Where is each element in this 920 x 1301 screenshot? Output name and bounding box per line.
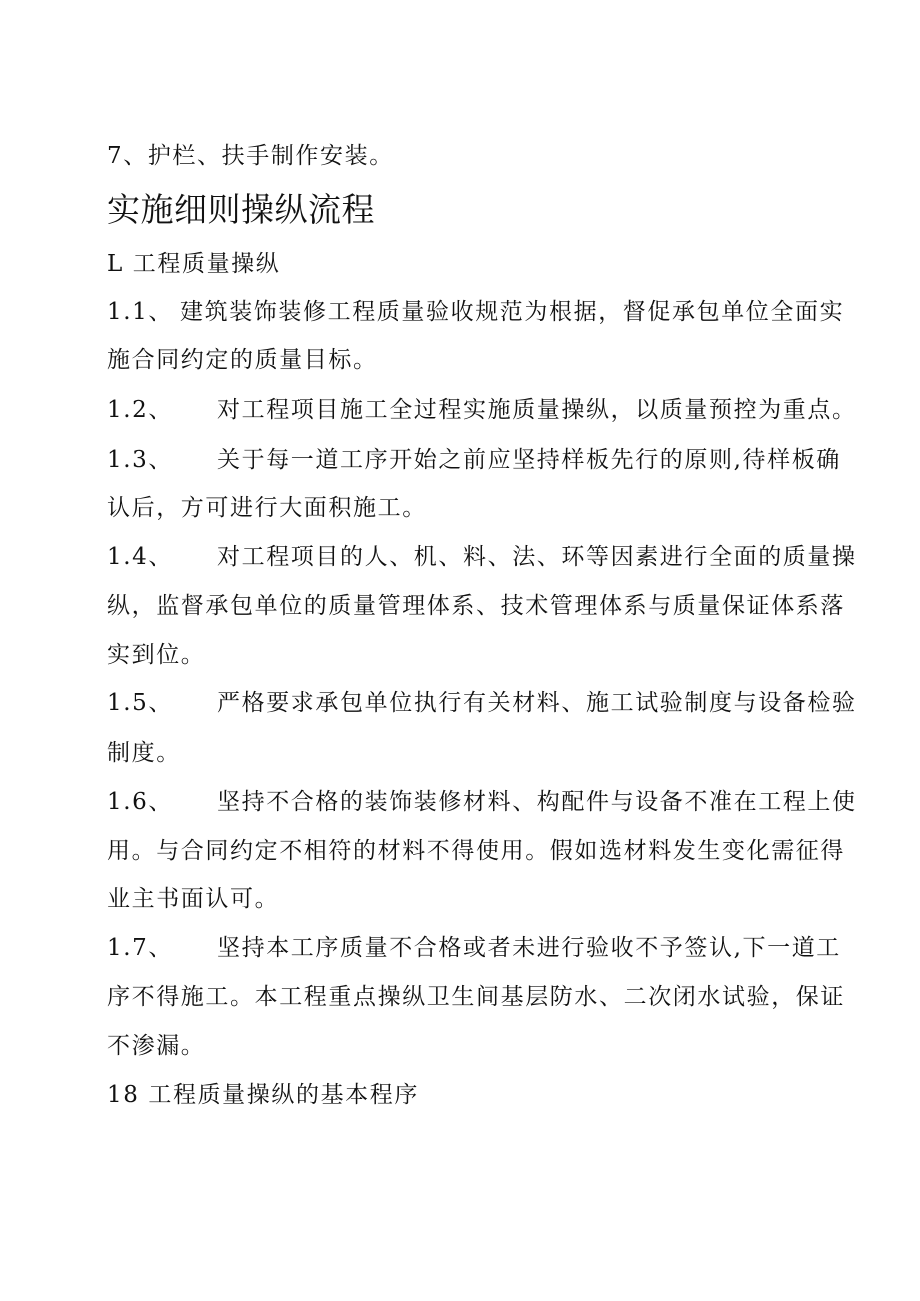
clause-1-4-line-2: 纵，监督承包单位的质量管理体系、技术管理体系与质量保证体系落 — [107, 593, 845, 619]
clause-1-7-line-3: 不渗漏。 — [107, 1033, 206, 1059]
section-18-title: 18 工程质量操纵的基本程序 — [107, 1082, 419, 1108]
clause-number: 1.1、 — [107, 299, 173, 325]
clause-text: 关于每一道工序开始之前应坚持样板先行的原则,待样板确 — [217, 447, 841, 473]
section-heading: 实施细则操纵流程 — [107, 190, 375, 229]
clause-number: 1.2、 — [107, 397, 173, 423]
clause-1-5-line-1 — [107, 688, 857, 718]
clause-1-4-line-3: 实到位。 — [107, 642, 206, 668]
clause-1-6-line-1 — [107, 787, 857, 817]
clause-text: 对工程项目施工全过程实施质量操纵，以质量预控为重点。 — [217, 397, 857, 423]
clause-text: 严格要求承包单位执行有关材料、施工试验制度与设备检验 — [217, 690, 857, 716]
clause-number: 1.3、 — [107, 447, 173, 473]
clause-1-2-line-1 — [107, 395, 857, 425]
clause-1-5-line-2: 制度。 — [107, 740, 181, 766]
clause-number: 1.6、 — [107, 789, 173, 815]
clause-1-7-line-2: 序不得施工。本工程重点操纵卫生间基层防水、二次闭水试验，保证 — [107, 984, 845, 1010]
clause-text: 坚持本工序质量不合格或者未进行验收不予签认,下一道工 — [217, 935, 841, 961]
clause-number: 1.7、 — [107, 935, 173, 961]
item-7-line: 7、护栏、扶手制作安装。 — [107, 143, 394, 169]
clause-1-1-line-2: 施合同约定的质量目标。 — [107, 347, 378, 373]
clause-text: 建筑装饰装修工程质量验收规范为根据，督促承包单位全面实 — [180, 299, 845, 325]
clause-1-6-line-3: 业主书面认可。 — [107, 886, 280, 912]
clause-1-3-line-2: 认后，方可进行大面积施工。 — [107, 495, 427, 521]
clause-1-1-line-1 — [107, 297, 844, 327]
section-l-title: L 工程质量操纵 — [107, 251, 281, 277]
clause-text: 坚持不合格的装饰装修材料、构配件与设备不准在工程上使 — [217, 789, 857, 815]
clause-1-4-line-1 — [107, 542, 857, 572]
clause-text: 对工程项目的人、机、料、法、环等因素进行全面的质量操 — [217, 544, 857, 570]
clause-1-7-line-1 — [107, 933, 841, 963]
clause-1-6-line-2: 用。与合同约定不相符的材料不得使用。假如选材料发生变化需征得 — [107, 838, 845, 864]
clause-1-3-line-1 — [107, 445, 841, 475]
clause-number: 1.4、 — [107, 544, 173, 570]
clause-number: 1.5、 — [107, 690, 173, 716]
